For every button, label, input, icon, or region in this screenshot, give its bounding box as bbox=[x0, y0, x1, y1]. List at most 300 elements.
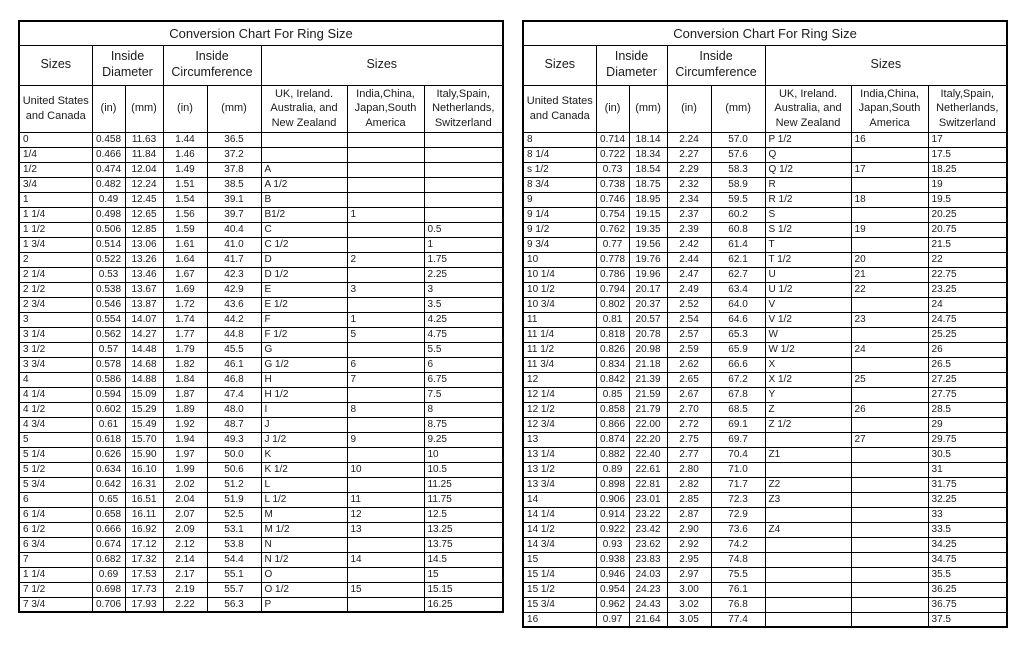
table-cell: 15.90 bbox=[125, 447, 163, 462]
table-body bbox=[19, 132, 503, 612]
table-cell: 17.5 bbox=[928, 147, 1007, 162]
table-cell: 20.98 bbox=[629, 342, 667, 357]
table-cell: 0.722 bbox=[596, 147, 629, 162]
table-row bbox=[19, 477, 503, 492]
table-cell: 0.474 bbox=[92, 162, 125, 177]
table-cell: 0.786 bbox=[596, 267, 629, 282]
table-row bbox=[19, 147, 503, 162]
table-cell: B bbox=[261, 192, 347, 207]
table-cell: 8 bbox=[523, 132, 596, 147]
table-cell: 0.874 bbox=[596, 432, 629, 447]
table-cell: 65.3 bbox=[711, 327, 765, 342]
table-cell: N bbox=[261, 537, 347, 552]
column-header-diameter-mm: (mm) bbox=[125, 85, 163, 132]
table-cell: 22.81 bbox=[629, 477, 667, 492]
table-row bbox=[19, 597, 503, 612]
table-cell: 6.75 bbox=[424, 372, 503, 387]
table-cell: 16.31 bbox=[125, 477, 163, 492]
table-cell: 0.834 bbox=[596, 357, 629, 372]
table-cell: 0.586 bbox=[92, 372, 125, 387]
table-cell: 1.89 bbox=[163, 402, 207, 417]
table-cell: 24.75 bbox=[928, 312, 1007, 327]
table-cell: 2.59 bbox=[667, 342, 711, 357]
table-cell: 45.5 bbox=[207, 342, 261, 357]
table-cell: 0.73 bbox=[596, 162, 629, 177]
table-row bbox=[523, 372, 1007, 387]
table-cell: Q bbox=[765, 147, 851, 162]
table-cell: 48.0 bbox=[207, 402, 261, 417]
table-cell: 1.56 bbox=[163, 207, 207, 222]
table-cell: 12 3/4 bbox=[523, 417, 596, 432]
table-cell: 72.3 bbox=[711, 492, 765, 507]
table-cell: 64.0 bbox=[711, 297, 765, 312]
table-cell bbox=[765, 582, 851, 597]
table-cell: 75.5 bbox=[711, 567, 765, 582]
table-row bbox=[523, 132, 1007, 147]
table-row bbox=[19, 462, 503, 477]
table-cell: 42.9 bbox=[207, 282, 261, 297]
table-cell: 2 1/2 bbox=[19, 282, 92, 297]
table-cell: H bbox=[261, 372, 347, 387]
table-cell bbox=[261, 132, 347, 147]
table-row bbox=[19, 177, 503, 192]
table-cell: 1 bbox=[347, 312, 424, 327]
table-cell: 43.6 bbox=[207, 297, 261, 312]
table-cell: 10 bbox=[347, 462, 424, 477]
table-cell: 12.45 bbox=[125, 192, 163, 207]
table-cell: 14.5 bbox=[424, 552, 503, 567]
table-cell: 9 3/4 bbox=[523, 237, 596, 252]
table-cell: D 1/2 bbox=[261, 267, 347, 282]
group-header-row bbox=[523, 45, 1007, 85]
table-cell: 2.25 bbox=[424, 267, 503, 282]
table-cell: 2.29 bbox=[667, 162, 711, 177]
table-cell: 0.482 bbox=[92, 177, 125, 192]
table-cell: 2.47 bbox=[667, 267, 711, 282]
table-cell: Z4 bbox=[765, 522, 851, 537]
table-cell: 23.42 bbox=[629, 522, 667, 537]
table-cell: 13.67 bbox=[125, 282, 163, 297]
table-cell: 0.954 bbox=[596, 582, 629, 597]
table-cell bbox=[851, 492, 928, 507]
table-cell: 2.49 bbox=[667, 282, 711, 297]
table-cell: L 1/2 bbox=[261, 492, 347, 507]
table-cell: 7 bbox=[19, 552, 92, 567]
table-cell: 0.922 bbox=[596, 522, 629, 537]
table-cell: 0.5 bbox=[424, 222, 503, 237]
table-cell: 2.27 bbox=[667, 147, 711, 162]
table-cell: 1.94 bbox=[163, 432, 207, 447]
table-row bbox=[19, 207, 503, 222]
table-cell: 49.3 bbox=[207, 432, 261, 447]
table-cell: 2 3/4 bbox=[19, 297, 92, 312]
column-header-india-china: India,China, Japan,South America bbox=[851, 85, 928, 132]
table-cell: 0.466 bbox=[92, 147, 125, 162]
table-row bbox=[19, 432, 503, 447]
table-cell: 0.77 bbox=[596, 237, 629, 252]
table-cell: 21.79 bbox=[629, 402, 667, 417]
table-cell: 13 bbox=[347, 522, 424, 537]
table-cell bbox=[765, 552, 851, 567]
table-row bbox=[523, 417, 1007, 432]
table-row bbox=[523, 207, 1007, 222]
column-header-uk-ireland: UK, Ireland. Australia, and New Zealand bbox=[765, 85, 851, 132]
table-cell: 13 3/4 bbox=[523, 477, 596, 492]
table-cell bbox=[347, 147, 424, 162]
table-cell: 13.06 bbox=[125, 237, 163, 252]
table-cell: 13.26 bbox=[125, 252, 163, 267]
table-cell: 4 1/2 bbox=[19, 402, 92, 417]
table-cell: 16 bbox=[523, 612, 596, 627]
table-cell: 20.25 bbox=[928, 207, 1007, 222]
table-cell: 72.9 bbox=[711, 507, 765, 522]
table-cell: 2.12 bbox=[163, 537, 207, 552]
table-cell: 10 3/4 bbox=[523, 297, 596, 312]
table-cell bbox=[347, 237, 424, 252]
table-cell: 36.75 bbox=[928, 597, 1007, 612]
table-cell: 58.9 bbox=[711, 177, 765, 192]
table-cell: 0.97 bbox=[596, 612, 629, 627]
table-row bbox=[19, 222, 503, 237]
table-cell: 2.82 bbox=[667, 477, 711, 492]
table-cell: 5 1/2 bbox=[19, 462, 92, 477]
table-cell: 24.23 bbox=[629, 582, 667, 597]
table-cell: 2.02 bbox=[163, 477, 207, 492]
table-cell: 1.84 bbox=[163, 372, 207, 387]
table-cell: 23.62 bbox=[629, 537, 667, 552]
table-cell: 19.76 bbox=[629, 252, 667, 267]
table-cell bbox=[851, 207, 928, 222]
table-cell: 5 3/4 bbox=[19, 477, 92, 492]
table-cell: 28.5 bbox=[928, 402, 1007, 417]
table-cell: 20.37 bbox=[629, 297, 667, 312]
table-cell: 3.05 bbox=[667, 612, 711, 627]
table-cell: 14.27 bbox=[125, 327, 163, 342]
table-cell: J 1/2 bbox=[261, 432, 347, 447]
table-cell: 23 bbox=[851, 312, 928, 327]
table-cell: 41.7 bbox=[207, 252, 261, 267]
table-cell: 2.54 bbox=[667, 312, 711, 327]
table-row bbox=[19, 417, 503, 432]
table-cell: 0.706 bbox=[92, 597, 125, 612]
table-cell: 2.17 bbox=[163, 567, 207, 582]
table-cell: 73.6 bbox=[711, 522, 765, 537]
table-cell: 15 bbox=[347, 582, 424, 597]
table-cell: 37.2 bbox=[207, 147, 261, 162]
table-cell: 19.15 bbox=[629, 207, 667, 222]
table-cell: 1.87 bbox=[163, 387, 207, 402]
table-cell: s 1/2 bbox=[523, 162, 596, 177]
table-cell: 11 1/2 bbox=[523, 342, 596, 357]
table-cell bbox=[347, 222, 424, 237]
table-cell: 22 bbox=[851, 282, 928, 297]
table-cell: 13 1/2 bbox=[523, 462, 596, 477]
table-cell: 54.4 bbox=[207, 552, 261, 567]
table-cell bbox=[765, 507, 851, 522]
table-cell: 21.59 bbox=[629, 387, 667, 402]
table-cell: 11.25 bbox=[424, 477, 503, 492]
table-cell: G 1/2 bbox=[261, 357, 347, 372]
table-cell: 15.29 bbox=[125, 402, 163, 417]
table-row bbox=[523, 192, 1007, 207]
table-cell bbox=[347, 192, 424, 207]
table-cell: 2.92 bbox=[667, 537, 711, 552]
table-cell: 12 1/2 bbox=[523, 402, 596, 417]
table-cell bbox=[765, 537, 851, 552]
table-cell: Y bbox=[765, 387, 851, 402]
table-cell: 27.75 bbox=[928, 387, 1007, 402]
table-cell: 0.618 bbox=[92, 432, 125, 447]
table-cell: 1.72 bbox=[163, 297, 207, 312]
group-header-inside-diameter: Inside Diameter bbox=[596, 45, 667, 85]
table-cell: 15.09 bbox=[125, 387, 163, 402]
table-cell: 22.00 bbox=[629, 417, 667, 432]
table-cell bbox=[424, 207, 503, 222]
table-cell: 5.5 bbox=[424, 342, 503, 357]
table-cell: 63.4 bbox=[711, 282, 765, 297]
table-cell: 1 bbox=[347, 207, 424, 222]
table-cell bbox=[851, 237, 928, 252]
table-cell: 2.07 bbox=[163, 507, 207, 522]
table-cell: Z bbox=[765, 402, 851, 417]
table-cell: O 1/2 bbox=[261, 582, 347, 597]
table-cell: 14.68 bbox=[125, 357, 163, 372]
table-cell: 0.898 bbox=[596, 477, 629, 492]
table-cell: 13.46 bbox=[125, 267, 163, 282]
table-cell: R bbox=[765, 177, 851, 192]
table-cell: 0.842 bbox=[596, 372, 629, 387]
table-cell: 33 bbox=[928, 507, 1007, 522]
table-cell: 0.946 bbox=[596, 567, 629, 582]
table-cell: F 1/2 bbox=[261, 327, 347, 342]
table-cell: 6 bbox=[347, 357, 424, 372]
table-cell: 11.84 bbox=[125, 147, 163, 162]
table-cell: 17 bbox=[851, 162, 928, 177]
table-cell: 39.1 bbox=[207, 192, 261, 207]
group-header-row bbox=[19, 45, 503, 85]
table-cell: 77.4 bbox=[711, 612, 765, 627]
column-header-us-canada: United States and Canada bbox=[523, 85, 596, 132]
table-cell bbox=[424, 177, 503, 192]
table-row bbox=[19, 192, 503, 207]
table-cell bbox=[765, 462, 851, 477]
table-cell: 70.4 bbox=[711, 447, 765, 462]
table-cell: 0.962 bbox=[596, 597, 629, 612]
table-cell: 7 1/2 bbox=[19, 582, 92, 597]
table-cell bbox=[347, 387, 424, 402]
table-cell: 14 3/4 bbox=[523, 537, 596, 552]
table-cell: 2.37 bbox=[667, 207, 711, 222]
table-cell: D bbox=[261, 252, 347, 267]
group-header-sizes-intl: Sizes bbox=[261, 45, 503, 85]
table-cell: 1/4 bbox=[19, 147, 92, 162]
table-cell: 0 bbox=[19, 132, 92, 147]
table-cell: 0.658 bbox=[92, 507, 125, 522]
table-cell: 74.8 bbox=[711, 552, 765, 567]
table-cell: 22 bbox=[928, 252, 1007, 267]
table-cell bbox=[347, 567, 424, 582]
table-row bbox=[523, 507, 1007, 522]
table-cell: 0.754 bbox=[596, 207, 629, 222]
table-cell bbox=[851, 477, 928, 492]
table-cell: 23.22 bbox=[629, 507, 667, 522]
table-cell: 23.83 bbox=[629, 552, 667, 567]
table-cell: S 1/2 bbox=[765, 222, 851, 237]
table-cell: 20.57 bbox=[629, 312, 667, 327]
table-cell: 1.99 bbox=[163, 462, 207, 477]
table-cell: F bbox=[261, 312, 347, 327]
table-cell: 14 bbox=[523, 492, 596, 507]
table-cell: 37.5 bbox=[928, 612, 1007, 627]
table-cell: 36.25 bbox=[928, 582, 1007, 597]
column-header-circumference-in: (in) bbox=[667, 85, 711, 132]
table-cell: J bbox=[261, 417, 347, 432]
column-header-uk-ireland: UK, Ireland. Australia, and New Zealand bbox=[261, 85, 347, 132]
table-cell: 0.522 bbox=[92, 252, 125, 267]
table-cell: 1.51 bbox=[163, 177, 207, 192]
table-cell: 8.75 bbox=[424, 417, 503, 432]
table-cell: 50.6 bbox=[207, 462, 261, 477]
table-cell: U 1/2 bbox=[765, 282, 851, 297]
table-cell: 5 bbox=[347, 327, 424, 342]
group-header-inside-circumference: Inside Circumference bbox=[163, 45, 261, 85]
table-row bbox=[19, 237, 503, 252]
table-cell bbox=[851, 177, 928, 192]
table-cell: 0.746 bbox=[596, 192, 629, 207]
table-cell: 18.54 bbox=[629, 162, 667, 177]
table-cell: 61.4 bbox=[711, 237, 765, 252]
table-cell bbox=[851, 147, 928, 162]
table-cell: 9 1/2 bbox=[523, 222, 596, 237]
table-cell: 57.6 bbox=[711, 147, 765, 162]
table-cell: 0.698 bbox=[92, 582, 125, 597]
table-row bbox=[523, 147, 1007, 162]
table-cell: 22.20 bbox=[629, 432, 667, 447]
title-row bbox=[523, 21, 1007, 45]
group-header-sizes-intl: Sizes bbox=[765, 45, 1007, 85]
table-cell: 6 bbox=[424, 357, 503, 372]
table-cell: 12 bbox=[347, 507, 424, 522]
table-row bbox=[19, 342, 503, 357]
table-cell: N 1/2 bbox=[261, 552, 347, 567]
table-cell: 1.79 bbox=[163, 342, 207, 357]
table-row bbox=[523, 237, 1007, 252]
table-cell: 1 1/4 bbox=[19, 567, 92, 582]
table-cell bbox=[424, 192, 503, 207]
table-cell: 26 bbox=[851, 402, 928, 417]
table-cell: 1.49 bbox=[163, 162, 207, 177]
table-row bbox=[19, 537, 503, 552]
table-cell: A bbox=[261, 162, 347, 177]
table-cell: 0.65 bbox=[92, 492, 125, 507]
table-cell: 3.02 bbox=[667, 597, 711, 612]
table-cell: 0.714 bbox=[596, 132, 629, 147]
table-cell: 0.858 bbox=[596, 402, 629, 417]
table-cell: 11 3/4 bbox=[523, 357, 596, 372]
table-cell: 0.762 bbox=[596, 222, 629, 237]
table-cell: 2.39 bbox=[667, 222, 711, 237]
table-cell: V bbox=[765, 297, 851, 312]
table-cell: 25.25 bbox=[928, 327, 1007, 342]
column-header-diameter-in: (in) bbox=[92, 85, 125, 132]
table-cell bbox=[765, 612, 851, 627]
table-cell: 1.92 bbox=[163, 417, 207, 432]
table-cell: 15.15 bbox=[424, 582, 503, 597]
table-cell: 10 bbox=[424, 447, 503, 462]
table-cell: 27 bbox=[851, 432, 928, 447]
table-row bbox=[19, 387, 503, 402]
table-cell: I bbox=[261, 402, 347, 417]
table-cell: 6 bbox=[19, 492, 92, 507]
table-cell: 24.03 bbox=[629, 567, 667, 582]
table-row bbox=[19, 447, 503, 462]
table-cell: 1 bbox=[19, 192, 92, 207]
table-row bbox=[19, 282, 503, 297]
table-cell: 2.42 bbox=[667, 237, 711, 252]
table-row bbox=[523, 327, 1007, 342]
table-cell bbox=[851, 447, 928, 462]
table-row bbox=[523, 177, 1007, 192]
table-cell bbox=[851, 357, 928, 372]
table-cell bbox=[851, 567, 928, 582]
table-cell: 15 1/4 bbox=[523, 567, 596, 582]
table-cell: P 1/2 bbox=[765, 132, 851, 147]
table-cell: 1 3/4 bbox=[19, 237, 92, 252]
table-cell: 15 bbox=[523, 552, 596, 567]
table-cell: 2.85 bbox=[667, 492, 711, 507]
table-row bbox=[19, 357, 503, 372]
table-cell: 16.25 bbox=[424, 597, 503, 612]
table-cell bbox=[424, 147, 503, 162]
table-cell: 41.0 bbox=[207, 237, 261, 252]
table-cell: 18 bbox=[851, 192, 928, 207]
table-cell: 71.7 bbox=[711, 477, 765, 492]
table-cell: 69.1 bbox=[711, 417, 765, 432]
table-cell: 0.674 bbox=[92, 537, 125, 552]
table-row bbox=[19, 402, 503, 417]
table-cell: 31 bbox=[928, 462, 1007, 477]
table-cell: 53.8 bbox=[207, 537, 261, 552]
table-cell: 2.90 bbox=[667, 522, 711, 537]
table-cell: 9 bbox=[347, 432, 424, 447]
table-cell: 0.626 bbox=[92, 447, 125, 462]
table-cell: 21.5 bbox=[928, 237, 1007, 252]
table-cell: W 1/2 bbox=[765, 342, 851, 357]
table-cell: 8 3/4 bbox=[523, 177, 596, 192]
table-cell: 1.46 bbox=[163, 147, 207, 162]
table-cell: 12.24 bbox=[125, 177, 163, 192]
table-row bbox=[523, 267, 1007, 282]
table-cell: 23.25 bbox=[928, 282, 1007, 297]
table-cell: M 1/2 bbox=[261, 522, 347, 537]
table-cell: 0.906 bbox=[596, 492, 629, 507]
table-cell: Z 1/2 bbox=[765, 417, 851, 432]
table-row bbox=[523, 387, 1007, 402]
table-cell: 21.18 bbox=[629, 357, 667, 372]
table-cell: 3 1/4 bbox=[19, 327, 92, 342]
table-cell: 46.1 bbox=[207, 357, 261, 372]
table-row bbox=[19, 507, 503, 522]
table-cell: 22.75 bbox=[928, 267, 1007, 282]
table-row bbox=[523, 537, 1007, 552]
table-cell: 34.75 bbox=[928, 552, 1007, 567]
table-cell: 2.97 bbox=[667, 567, 711, 582]
group-header-sizes-us: Sizes bbox=[19, 45, 92, 85]
column-header-us-canada: United States and Canada bbox=[19, 85, 92, 132]
table-row bbox=[523, 597, 1007, 612]
column-header-diameter-mm: (mm) bbox=[629, 85, 667, 132]
table-cell: 1.59 bbox=[163, 222, 207, 237]
